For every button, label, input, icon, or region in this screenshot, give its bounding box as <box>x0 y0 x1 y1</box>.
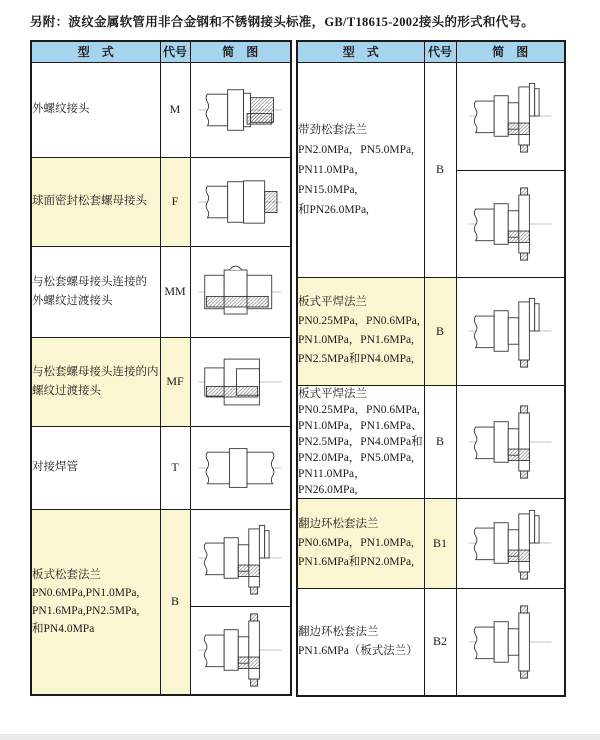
fitting-spherical-nut-icon <box>195 165 285 239</box>
type-line: 板式松套法兰 <box>32 568 101 581</box>
fitting-diagram <box>190 606 291 695</box>
left-table-mount <box>30 40 292 696</box>
column-header-type: 型 式 <box>297 41 424 62</box>
code-cell: T <box>160 426 190 509</box>
type-line: PN0.6MPa,PN1.0MPa, <box>32 586 140 599</box>
type-line: 与松套螺母接头连接的内 <box>32 365 159 378</box>
type-line: 板式平焊法兰 <box>298 296 367 308</box>
fitting-diagram <box>190 509 291 606</box>
type-line: 外螺纹接头 <box>32 103 90 115</box>
fitting-diagram <box>456 277 565 385</box>
table-row <box>31 337 291 426</box>
table-row <box>31 426 291 509</box>
type-line: PN0.25MPa，PN0.6MPa, <box>298 403 420 416</box>
fitting-diagram <box>190 62 291 157</box>
type-line: 翻边环松套法兰 <box>298 625 379 638</box>
type-line: PN2.5MPa，PN4.0MPa和 <box>298 435 423 448</box>
page-bottom-edge <box>0 734 600 740</box>
type-line: 球面密封松套螺母接头 <box>32 195 147 207</box>
column-header-code: 代号 <box>424 41 456 62</box>
code-cell: F <box>160 157 190 246</box>
table-row <box>31 509 291 606</box>
fitting-necked-flange-a-icon <box>465 79 555 153</box>
table-row <box>297 62 565 170</box>
header-row <box>297 41 565 62</box>
type-cell <box>31 426 160 509</box>
code-cell: B <box>424 385 456 498</box>
type-line: PN2.0MPa，PN5.0MPa, <box>298 451 414 464</box>
page-title: 另附：波纹金属软管用非合金钢和不锈钢接头标准，GB/T18615-2002接头的形式和代号。 <box>30 15 535 29</box>
type-line: 翻边环松套法兰 <box>298 517 379 530</box>
type-line: 与松套螺母接头连接的 <box>32 275 147 288</box>
type-line: PN1.0MPa，PN1.6MPa、 <box>298 419 423 432</box>
type-line: PN0.6MPa，PN1.0MPa, <box>298 536 414 549</box>
fitting-diagram <box>190 157 291 246</box>
table-row <box>297 277 565 385</box>
table-row <box>297 385 565 498</box>
fitting-plate-weld-flange-b-icon <box>465 405 555 479</box>
type-cell <box>31 246 160 337</box>
fitting-necked-flange-b-icon <box>465 187 555 261</box>
fitting-lapped-flange-icon <box>465 506 555 580</box>
table-row <box>31 157 291 246</box>
type-line: PN1.6MPa（板式法兰） <box>298 644 418 657</box>
fitting-plate-weld-flange-a-icon <box>465 294 555 368</box>
type-line: PN1.0MPa，PN1.6MPa, <box>298 334 414 346</box>
fitting-male-thread-icon <box>195 73 285 147</box>
table-row <box>31 246 291 337</box>
type-line: 板式平焊法兰 <box>298 387 367 400</box>
fitting-nipple-female-icon <box>195 345 285 419</box>
fitting-nipple-male-icon <box>195 255 285 329</box>
fitting-diagram <box>456 498 565 588</box>
tables-container <box>30 40 566 697</box>
right-table-mount <box>296 40 566 697</box>
type-cell <box>31 509 160 695</box>
type-line: 和PN4.0MPa <box>32 622 95 635</box>
code-cell: M <box>160 62 190 157</box>
type-line: PN2.0MPa，PN5.0MPa, <box>298 143 414 156</box>
column-header-code: 代号 <box>160 41 190 62</box>
code-cell: B <box>160 509 190 695</box>
type-cell <box>31 157 160 246</box>
fittings-table-left <box>30 40 292 696</box>
column-header-diagram: 简 图 <box>456 41 565 62</box>
type-line: PN0.25MPa，PN0.6MPa, <box>298 315 420 327</box>
fitting-diagram <box>456 170 565 277</box>
fitting-diagram <box>190 337 291 426</box>
type-line: PN2.5MPa和PN4.0MPa, <box>298 353 414 365</box>
type-line: PN1.6MPa和PN2.0MPa, <box>298 555 414 568</box>
type-cell <box>31 337 160 426</box>
type-line: 外螺纹过渡接头 <box>32 294 113 307</box>
type-line: PN11.0MPa，PN15.0MPa, <box>298 163 366 196</box>
column-header-diagram: 简 图 <box>190 41 291 62</box>
type-cell <box>297 385 424 498</box>
fitting-diagram <box>190 246 291 337</box>
type-line: 对接焊管 <box>32 461 78 473</box>
code-cell: B <box>424 62 456 277</box>
fitting-loose-flange-a-icon <box>195 521 285 595</box>
table-row <box>31 62 291 157</box>
fittings-table-right <box>296 40 566 697</box>
type-line: 和PN26.0MPa, <box>298 203 369 216</box>
fitting-plate-lap-flange-icon <box>465 605 555 679</box>
fitting-butt-weld-icon <box>195 431 285 505</box>
code-cell: B <box>424 277 456 385</box>
type-line: 带劲松套法兰 <box>298 123 367 136</box>
type-line: 螺纹过渡接头 <box>32 384 101 397</box>
fitting-diagram <box>456 385 565 498</box>
type-cell <box>297 498 424 588</box>
header-row <box>31 41 291 62</box>
code-cell: MF <box>160 337 190 426</box>
code-cell: MM <box>160 246 190 337</box>
type-cell <box>297 588 424 696</box>
type-cell <box>297 62 424 277</box>
type-line: PN1.6MPa,PN2.5MPa, <box>32 604 140 617</box>
code-cell: B1 <box>424 498 456 588</box>
column-header-type: 型 式 <box>31 41 160 62</box>
type-line: PN11.0MPa，PN26.0MPa, <box>298 467 366 496</box>
fitting-diagram <box>190 426 291 509</box>
fitting-diagram <box>456 588 565 696</box>
fitting-diagram <box>456 62 565 170</box>
fitting-loose-flange-b-icon <box>195 613 285 687</box>
code-cell: B2 <box>424 588 456 696</box>
type-cell <box>31 62 160 157</box>
table-row <box>297 588 565 696</box>
table-row <box>297 498 565 588</box>
type-cell <box>297 277 424 385</box>
